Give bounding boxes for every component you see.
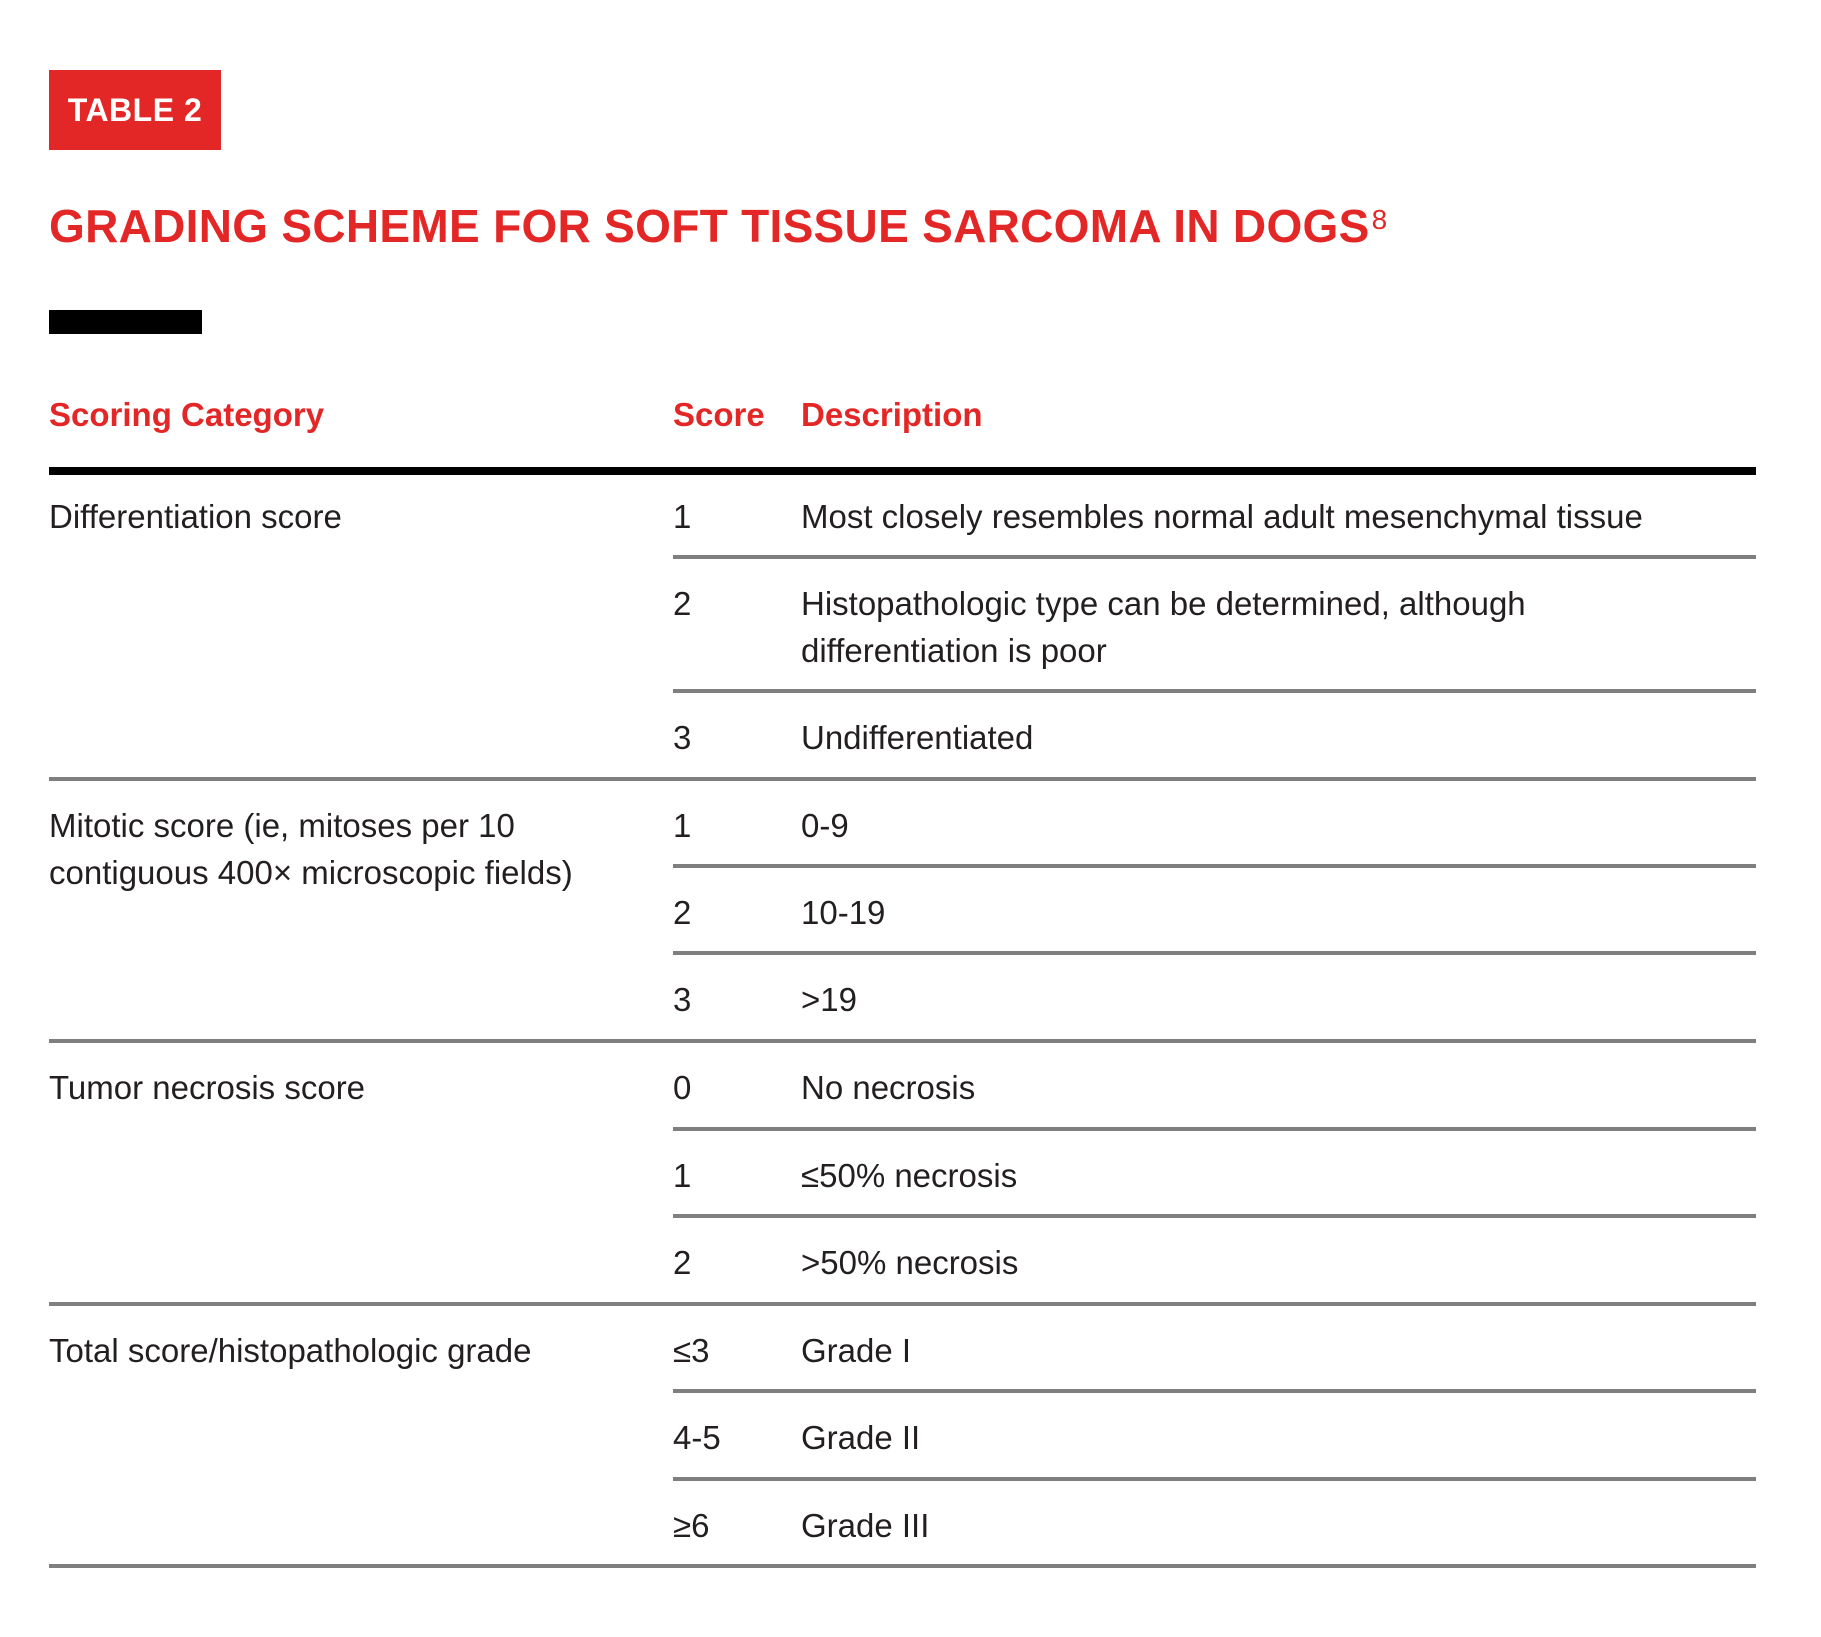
score-cell: 2: [673, 585, 692, 622]
score-cell: 0: [673, 1069, 692, 1106]
description-cell: Most closely resembles normal adult mesenchymal tissue: [801, 498, 1643, 535]
row-divider: [673, 951, 1756, 955]
description-cell: No necrosis: [801, 1069, 976, 1106]
description-cell: ≤50% necrosis: [801, 1157, 1018, 1194]
score-cell: 1: [673, 498, 692, 535]
title-divider: [49, 310, 202, 334]
description-cell: 10-19: [801, 894, 886, 931]
description-cell: Grade I: [801, 1332, 912, 1369]
group-divider: [49, 1302, 1756, 1306]
score-cell: 4-5: [673, 1419, 721, 1456]
score-cell: 1: [673, 1157, 692, 1194]
description-cell: Grade III: [801, 1507, 930, 1544]
score-cell: 2: [673, 1244, 692, 1281]
group-divider: [49, 1039, 1756, 1043]
score-cell: 1: [673, 807, 692, 844]
description-cell: 0-9: [801, 807, 849, 844]
score-cell: 3: [673, 719, 692, 756]
row-divider: [673, 689, 1756, 693]
score-cell: 2: [673, 894, 692, 931]
category-mitotic: Mitotic score (ie, mitoses per 10 contiguous 400× microscopic fields): [49, 807, 573, 891]
description-cell: >19: [801, 981, 857, 1018]
group-divider: [49, 777, 1756, 781]
category-necrosis: Tumor necrosis score: [49, 1069, 366, 1106]
header-rule: [49, 467, 1756, 475]
category-total: Total score/histopathologic grade: [49, 1332, 532, 1369]
table-title-text: GRADING SCHEME FOR SOFT TISSUE SARCOMA IN DOGS: [49, 200, 1370, 252]
description-cell: Undifferentiated: [801, 719, 1034, 756]
header-scoring-category: Scoring Category: [49, 396, 325, 433]
title-reference: 8: [1371, 204, 1388, 235]
table-label-badge: TABLE 2: [49, 70, 221, 150]
row-divider: [673, 864, 1756, 868]
row-divider: [673, 1389, 1756, 1393]
row-divider: [673, 1127, 1756, 1131]
header-description: Description: [801, 396, 983, 433]
row-divider: [673, 555, 1756, 559]
table-title: [49, 196, 1387, 256]
description-cell: Histopathologic type can be determined, although differentiation is poor: [801, 585, 1526, 669]
score-cell: ≤3: [673, 1332, 710, 1369]
score-cell: 3: [673, 981, 692, 1018]
description-cell: >50% necrosis: [801, 1244, 1019, 1281]
table-bottom-rule: [49, 1564, 1756, 1568]
row-divider: [673, 1214, 1756, 1218]
row-divider: [673, 1477, 1756, 1481]
description-cell: Grade II: [801, 1419, 921, 1456]
category-differentiation: Differentiation score: [49, 498, 342, 535]
score-cell: ≥6: [673, 1507, 710, 1544]
header-score: Score: [673, 396, 765, 433]
